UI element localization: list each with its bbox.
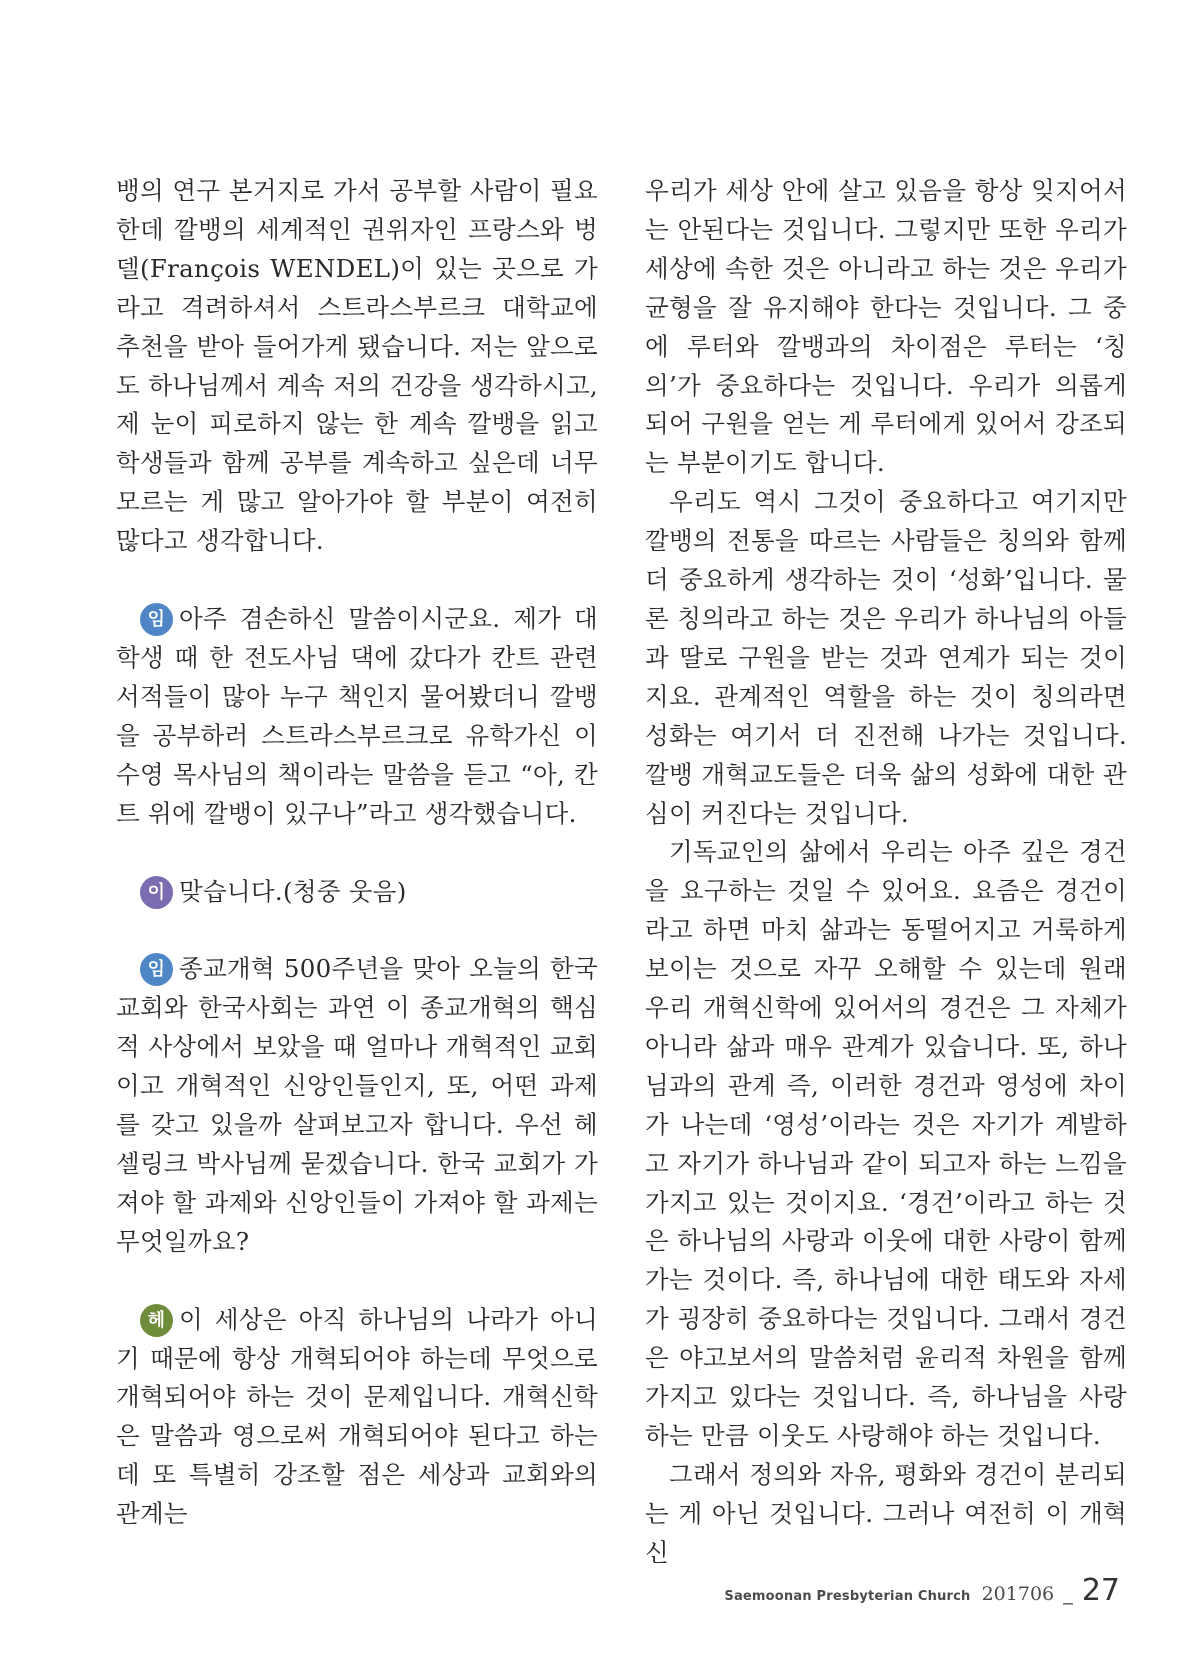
issue-number: 201706 [981, 1583, 1055, 1605]
speaker-badge-im: 임 [140, 953, 173, 986]
speaker-badge-lee: 이 [140, 876, 173, 909]
question-text: 아주 겸손하신 말씀이시군요. 제가 대학생 때 한 전도사님 댁에 갔다가 칸트 관련 서적들이 많아 누구 책인지 물어봤더니 깔뱅을 공부하러 스트라스부르크로 유학가신 이수영 목사님의 책이라는 말씀을 듣고 “아, 칸트 위에 깔뱅이 있구나”라고 생각했습니다. [116, 604, 598, 828]
interview-question [116, 600, 598, 833]
paragraph: 그래서 정의와 자유, 평화와 경건이 분리되는 게 아닌 것입니다. 그러나 여전히 이 개혁신 [645, 1459, 1127, 1567]
paragraph: 뱅의 연구 본거지로 가서 공부할 사람이 필요한데 깔뱅의 세계적인 권위자인 프랑스와 벙델(François WENDEL)이 있는 곳으로 가라고 격려하셔서 스트라스부르크 대학교에 추천을 받아 들어가게 됐습니다. 저는 앞으로도 하나님께서 계속 저의 건강을 생각하시고, 제 눈이 피로하지 않는 한 계속 깔뱅을 읽고 학생들과 함께 공부를 계속하고 싶은데 너무 모르는 게 많고 알아가야 할 부분이 여전히 많다고 생각합니다. [116, 176, 598, 556]
right-column [645, 172, 1127, 1573]
paragraph: 기독교인의 삶에서 우리는 아주 깊은 경건을 요구하는 것일 수 있어요. 요즘은 경건이라고 하면 마치 삶과는 동떨어지고 거룩하게 보이는 것으로 자꾸 오해할 수 있는데 원래 우리 개혁신학에 있어서의 경건은 그 자체가 아니라 삶과 매우 관계가 있습니다. 또, 하나님과의 관계 즉, 이러한 경건과 영성에 차이가 나는데 ‘영성’이라는 것은 자기가 계발하고 자기가 하나님과 같이 되고자 하는 느낌을 가지고 있는 것이지요. ‘경건’이라고 하는 것은 하나님의 사랑과 이웃에 대한 사랑이 함께 가는 것이다. 즉, 하나님에 대한 태도와 자세가 굉장히 중요하다는 것입니다. 그래서 경건은 야고보서의 말씀처럼 윤리적 차원을 함께 가지고 있다는 것입니다. 즉, 하나님을 사랑하는 만큼 이웃도 사랑해야 하는 것입니다. [645, 837, 1127, 1450]
answer-text: 맞습니다.(청중 웃음) [179, 876, 407, 906]
left-column [116, 172, 598, 1534]
footer-separator: _ [1063, 1583, 1073, 1605]
paragraph: 우리가 세상 안에 살고 있음을 항상 잊지어서는 안된다는 것입니다. 그렇지만 또한 우리가 세상에 속한 것은 아니라고 하는 것은 우리가 균형을 잘 유지해야 한다는 것입니다. 그 중에 루터와 깔뱅과의 차이점은 루터는 ‘칭의’가 중요하다는 것입니다. 우리가 의롭게 되어 구원을 얻는 게 루터에게 있어서 강조되는 부분이기도 합니다. [645, 176, 1127, 478]
interview-answer [116, 873, 598, 912]
paragraph: 우리도 역시 그것이 중요하다고 여기지만 깔뱅의 전통을 따르는 사람들은 칭의와 함께 더 중요하게 생각하는 것이 ‘성화’입니다. 물론 칭의라고 하는 것은 우리가 하나님의 아들과 딸로 구원을 받는 것과 연계가 되는 것이지요. 관계적인 역할을 하는 것이 칭의라면 성화는 여기서 더 진전해 나가는 것입니다. 깔뱅 개혁교도들은 더욱 삶의 성화에 대한 관심이 커진다는 것입니다. [645, 487, 1127, 828]
interview-question [116, 950, 598, 1261]
page-footer [724, 1573, 1120, 1608]
answer-text: 이 세상은 아직 하나님의 나라가 아니기 때문에 항상 개혁되어야 하는데 무엇으로 개혁되어야 하는 것이 문제입니다. 개혁신학은 말씀과 영으로써 개혁되어야 된다고 하는데 또 특별히 강조할 점은 세상과 교회와의 관계는 [116, 1304, 598, 1529]
speaker-badge-im: 임 [140, 603, 173, 636]
speaker-badge-hesselink: 헤 [140, 1304, 173, 1337]
interview-answer [116, 1301, 598, 1534]
church-name: Saemoonan Presbyterian Church [724, 1589, 971, 1604]
question-text: 종교개혁 500주년을 맞아 오늘의 한국교회와 한국사회는 과연 이 종교개혁의 핵심적 사상에서 보았을 때 얼마나 개혁적인 교회이고 개혁적인 신앙인들인지, 또, 어떤 과제를 갖고 있을까 살펴보고자 합니다. 우선 헤셀링크 박사님께 묻겠습니다. 한국 교회가 가져야 할 과제와 신앙인들이 가져야 할 과제는 무엇일까요? [116, 954, 598, 1256]
page-number: 27 [1081, 1573, 1120, 1608]
